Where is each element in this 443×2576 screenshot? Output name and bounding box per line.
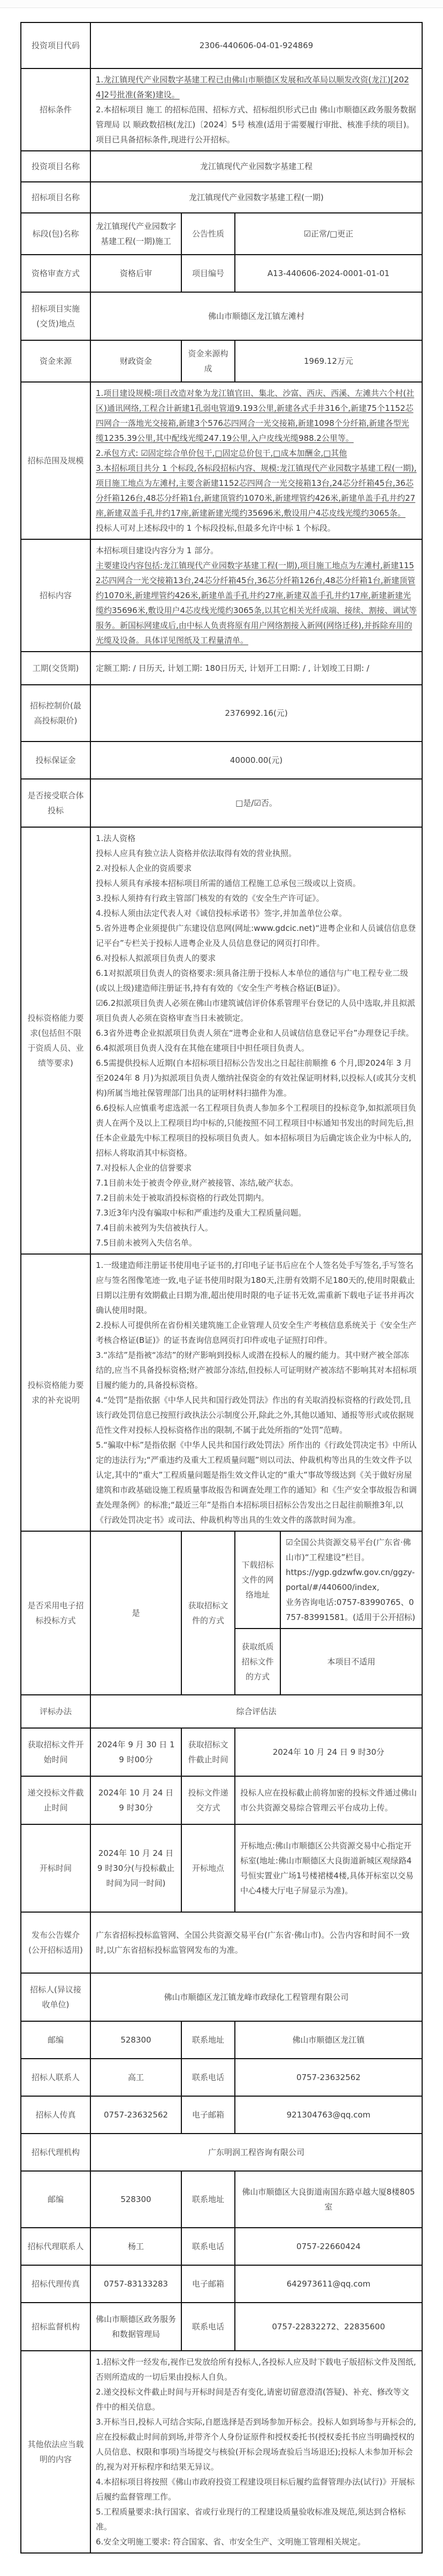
doc-start-time-value: 2024年 9 月 30 日 19 时00分 (90, 1728, 181, 1776)
paragraph: 2.投标人可提供所在省份相关建筑施工企业管理人员安全生产考核信息系统关于《安全生产考核合格证(B证)》的证书查询信息网页打印件或电子证照打印件。 (95, 1320, 417, 1345)
paragraph: 投标人应具有独立法人资格并依法取得有效的营业执照。 (95, 849, 296, 858)
row-tenderer (21, 1973, 422, 2021)
consortium-value: □是/☑否。 (90, 779, 422, 827)
paragraph: 3.投标人须持有行政主管部门核发的有效的《安全生产许可证》。 (95, 893, 324, 903)
label-open-place: 开标地点 (181, 1824, 235, 1912)
paragraph: 2.承包方式: ☑固定综合单价包干,□固定总价包干,□成本加酬金,□其他 (95, 448, 347, 458)
agency-address-value: 佛山市顺德区大良街道南国东路卓越大厦8楼805室 (235, 2171, 422, 2228)
row-evaluation (21, 1695, 422, 1728)
e-bidding-value: 是 (90, 1531, 181, 1695)
row-control-price (21, 685, 422, 742)
label-tenderer: 招标人(异议接收单位) (21, 1973, 90, 2021)
location-value: 佛山市顺德区龙江镇左滩村 (90, 292, 422, 340)
row-tender-conditions (21, 68, 422, 151)
paragraph: 2.本招标项目 施工 的招标范围、招标方式、招标组织形式已由 佛山市顺德区政务服务数据管理局 以 顺政数招核(龙江)〔2024〕5号 核准(适用于需要履行审批、核准手续的项目)。项目已具备招标条件,现进行公开招标。 (95, 105, 416, 144)
agency-email-value: 642973611@qq.com (235, 2265, 422, 2303)
label-tenderer-address: 联系地址 (181, 2021, 235, 2059)
paragraph: 1.招标文件一经发布,视作已发放给所有投标人,各投标人应及时下载电子版招标文件及图纸,否则所造成的一切后果由投标人自负。 (95, 2357, 416, 2382)
others-value (90, 2351, 422, 2553)
notice-nature-value: ☑正常/□更正 (235, 213, 422, 255)
row-location (21, 292, 422, 340)
tenderer-value: 佛山市顺德区龙江镇龙峰市政绿化工程管理有限公司 (90, 1973, 422, 2021)
label-tender-content: 招标内容 (21, 539, 90, 652)
paragraph: https://ygp.gdzwfw.gov.cn/ggzy-portal/#/440600/index, (285, 1568, 415, 1592)
evaluation-value: 综合评估法 (90, 1695, 422, 1728)
label-project-number: 项目编号 (181, 255, 235, 292)
supervisor-value: 佛山市顺德区政务服务和数据管理局 (90, 2303, 181, 2351)
paragraph: 1.龙江镇现代产业园数字基建工程已由佛山市顺德区发展和改革局以顺发改资(龙江)[2024]2号批准(备案)建设。 (95, 75, 409, 100)
label-submit-deadline: 递交投标文件截止时间 (21, 1776, 90, 1824)
row-tenderer-fax (21, 2096, 422, 2134)
bid-bond-value: 40000.00(元) (90, 742, 422, 779)
paragraph: 5.省外进粤企业须提供广东建设信息网(网址:www.gdcic.net)“进粤企业和人员诚信信息登记平台”专栏关于投标人进粤企业及人员信息登记的网页打印件。 (95, 923, 416, 948)
paragraph: 6.4拟派项目负责人没有在其他在建项目中担任项目负责人。 (95, 1043, 309, 1053)
label-supervisor-phone: 联系电话 (181, 2303, 235, 2351)
label-control-price: 招标控制价(最高投标限价) (21, 685, 90, 742)
label-consortium: 是否接受联合体投标 (21, 779, 90, 827)
tender-info-table (20, 22, 423, 2554)
paragraph: 1.法人资格 (95, 834, 136, 843)
label-submit-method: 投标文件递交方式 (181, 1776, 235, 1824)
label-tenderer-email: 电子邮箱 (181, 2096, 235, 2134)
row-doc-times (21, 1728, 422, 1776)
label-bid-bond: 投标保证金 (21, 742, 90, 779)
qualification-review-value: 资格后审 (90, 255, 181, 292)
tenderer-phone-value: 0757-23632562 (235, 2059, 422, 2096)
row-section-name (21, 213, 422, 255)
label-section-name: 标段(包)名称 (21, 213, 90, 255)
paragraph: 7.1目前未处于被责令停业,财产被接管、冻结,破产状态。 (95, 1178, 299, 1188)
row-e-bidding (21, 1531, 422, 1629)
label-obtain-method: 获取招标文件的方式 (181, 1531, 235, 1695)
row-consortium (21, 779, 422, 827)
project-number-value: A13-440606-2024-0001-01-01 (235, 255, 422, 292)
label-location: 招标项目实施(交货)地点 (21, 292, 90, 340)
download-address-value (280, 1531, 422, 1629)
row-funding (21, 340, 422, 382)
paragraph: 6.5需提供投标人近期(自本招标项目招标公告发出之日起往前顺推 6 个月,即2024年 3 月至2024年 8 月)为拟派项目负责人缴纳社保资金的有效社保证明材料,以投标人(或其分支机构)所属当地社保管理部门出具的证明材料扫描件为准。 (95, 1058, 416, 1098)
label-supervisor: 招标监督机构 (21, 2303, 90, 2351)
label-media: 发布公告媒介(公开招标适用) (21, 1912, 90, 1973)
label-tenderer-fax: 招标人传真 (21, 2096, 90, 2134)
paragraph: 1.一级建造师注册证书使用电子证书的,打印电子证书后应在个人签名处手写签名,手写签名应与签名图像笔迹一致,电子证书使用时限为180天,注册有效期不足180天的,使用时限截止日期以注册有效期截止日期为准,超出使用时限的电子证书无效,需重新下载电子证书并再次确认使用时限。 (95, 1260, 415, 1315)
tenderer-email-value: 921304763@qq.com (235, 2096, 422, 2134)
duration-value: 定额工期: / 日历天, 计划工期: 180日历天, 计划开工日期: / , 计划竣工日期: / (90, 652, 422, 685)
control-price-value: 2376992.16(元) (90, 685, 422, 742)
doc-end-time-value: 2024年 10 月 24 日 9 时30分 (235, 1728, 422, 1776)
paragraph: 6.6投标人应慎重考虑选派一名工程项目负责人参加多个工程项目的投标竞争,如拟派项目负责人在两个及以上工程项目均中标的,只能按照不同工程项目中标通知书发出的时间先后,担任本企业最先中标工程项目的投标项目负责人。如本招标项目为后确定该企业为中标人的,招标人将取消其中标资格。 (95, 1103, 416, 1158)
tenderer-fax-value: 0757-23632562 (90, 2096, 181, 2134)
paragraph: 4.投标人须由法定代表人对《诚信投标承诺书》签字,并加盖单位公章。 (95, 908, 347, 918)
paragraph: 投标人可对上述标段中的 1 个标段投标,但最多允许中标 1 个标段。 (95, 523, 335, 533)
paragraph: 3.“冻结”是指被“冻结”的财产影响到投标人或潜在投标人的履约能力。其中财产被全部冻结的,应当不具备投标资格;财产被部分冻结,但投标人可证明财产被冻结不影响其对本招标项目履约能力的,具备投标资格。 (95, 1350, 417, 1390)
label-notice-nature: 公告性质 (181, 213, 235, 255)
label-duration: 工期(交货期) (21, 652, 90, 685)
funding-composition-value: 1969.12万元 (235, 340, 422, 382)
paragraph: 5.工程质量要求:执行国家、省或行业现行的工程建设质量验收标准及规范,须达到合格标准。 (95, 2507, 406, 2532)
label-tenderer-phone: 联系电话 (181, 2059, 235, 2096)
label-others: 其他依法应当载明的内容 (21, 2351, 90, 2553)
media-value: 广东省招标投标监管网、全国公共资源交易平台(广东省·佛山市)。公告内容和时间不一致时,以广东省招标投标监管网发布的为准。 (90, 1912, 422, 1973)
scope-value (90, 382, 422, 539)
paragraph: 7.2目前未处于被取消投标资格的行政处罚期内。 (95, 1193, 269, 1203)
qualification-supplement-value (90, 1254, 422, 1531)
row-tenderer-postcode (21, 2021, 422, 2059)
agency-phone-value: 0757-22660424 (235, 2228, 422, 2265)
label-qualification-supplement: 投标资格能力要求的补充说明 (21, 1254, 90, 1531)
row-agency-contact (21, 2228, 422, 2265)
label-evaluation: 评标办法 (21, 1695, 90, 1728)
row-agency-postcode (21, 2171, 422, 2228)
submit-method-value: 投标人应在投标截止前将加密的投标文件通过佛山市公共资源交易综合管理云平台成功上传。 (235, 1776, 422, 1824)
agency-contact-value: 杨工 (90, 2228, 181, 2265)
funding-source-value: 财政资金 (90, 340, 181, 382)
label-funding-source: 资金来源 (21, 340, 90, 382)
row-tenderer-contact (21, 2059, 422, 2096)
label-scope: 招标范围及规模 (21, 382, 90, 539)
open-time-value: 2024年 10 月 24 日 9 时30分(与投标截止时间为同一时间) (90, 1824, 181, 1912)
paragraph: 3.本招标项目共分 1 个标段,各标段招标内容、规模:龙江镇现代产业园数字基建工程(一期),项目施工地点为左滩村,主要含新建1152芯四网合一光交接箱13台,24芯分纤箱45台,36芯分纤箱126台,48芯分纤箱1台,新建顶管约1070米,新建埋管约426米,新建单盖手孔井约27座,新建双盖手孔井约17座,新建新建光缆约35696米,敷设用户4芯皮线光缆约3065条。 (95, 463, 417, 518)
paragraph: 7.对投标人企业的信誉要求 (95, 1163, 192, 1173)
label-agency-address: 联系地址 (181, 2171, 235, 2228)
paper-method-value: 本项目不适用 (280, 1629, 422, 1695)
tender-content-value (90, 539, 422, 652)
row-supervisor (21, 2303, 422, 2351)
paragraph: ☑全国公共资源交易平台(广东省·佛山市)“工程建设”栏目。 (285, 1538, 411, 1562)
label-tenderer-postcode: 邮编 (21, 2021, 90, 2059)
agency-fax-value: 0757-83133283 (90, 2265, 181, 2303)
investment-project-name-value: 龙江镇现代产业园数字基建工程 (90, 151, 422, 182)
row-agency (21, 2134, 422, 2171)
row-duration (21, 652, 422, 685)
paragraph: 7.3近3年内没有骗取中标和严重违约及重大工程质量问题。 (95, 1208, 307, 1218)
row-project-code (21, 22, 422, 68)
open-place-value: 开标地点:佛山市顺德区公共资源交易中心指定开标室(地址:佛山市顺德区大良街道新城区观绿路4号恒实置业广场1号楼裙楼4楼,具体开标室以交易中心4楼大厅电子屏显示为准)。 (235, 1824, 422, 1912)
label-doc-end-time: 获取招标文件截止时间 (181, 1728, 235, 1776)
supervisor-phone-value: 0757-22832272、22835600 (235, 2303, 422, 2351)
row-investment-project-name (21, 151, 422, 182)
tender-conditions-value (90, 68, 422, 151)
paragraph: 6.安全文明施工要求: 符合国家、省、市安全生产、文明施工管理相关规定。 (95, 2537, 366, 2547)
paragraph: 2.对投标人企业的资质要求 (95, 863, 192, 873)
paragraph: 4.本招标项目将按照《佛山市政府投资工程建设项目标后履约监督管理办法(试行)》开展标后履约监督管理工作。 (95, 2477, 415, 2502)
label-tender-conditions: 招标条件 (21, 68, 90, 151)
paragraph: 5.“骗取中标”是指依据《中华人民共和国行政处罚法》所作出的《行政处罚决定书》中所认定的违法行为;“严重违约及重大工程质量问题”则以司法、仲裁机构等出具的生效文件予以认定,其中的“重大”工程质量问题是指生效文件认定的“重大”事故等级达到《关于做好房屋建筑和市政基础设施工程质量事故报告和调查处理工作的通知》和《生产安全事故报告和调查处理条例》的标准;“最近三年”是指自本招标项目招标公告发出之日起往前顺推3年,以《行政处罚决定书》或司法、仲裁机构等出具的生效文件的落款时间为准。 (95, 1440, 417, 1525)
row-tender-project-name (21, 182, 422, 213)
section-name-value: 龙江镇现代产业园数字基建工程(一期)施工 (90, 213, 181, 255)
agency-postcode-value: 528300 (90, 2171, 181, 2228)
row-agency-fax (21, 2265, 422, 2303)
label-download-address: 下载招标文件的网络地址 (235, 1531, 280, 1629)
qualification-req-value (90, 827, 422, 1254)
label-qualification-review: 资格审查方式 (21, 255, 90, 292)
label-funding-composition: 资金来源构成 (181, 340, 235, 382)
row-bid-bond (21, 742, 422, 779)
tenderer-address-value: 佛山市顺德区龙江镇 (235, 2021, 422, 2059)
label-doc-start-time: 获取招标文件开始时间 (21, 1728, 90, 1776)
label-open-time: 开标时间 (21, 1824, 90, 1912)
row-qualification-review (21, 255, 422, 292)
row-submit-deadline (21, 1776, 422, 1824)
project-code-value: 2306-440606-04-01-924869 (90, 22, 422, 68)
row-tender-content (21, 539, 422, 652)
label-tender-project-name: 招标项目名称 (21, 182, 90, 213)
row-qualification-supplement (21, 1254, 422, 1531)
label-agency: 招标代理机构 (21, 2134, 90, 2171)
row-media (21, 1912, 422, 1973)
paragraph: 7.5目前未被列入失信名单。 (95, 1238, 197, 1248)
paragraph: 4.“处罚”是指依据《中华人民共和国行政处罚法》作出的有关取消投标资格的行政处罚,且该行政处罚信息已按照行政执法公示制度公开,除此之外,其他以通知、通报等形式或依据规范性文件对投标人投标资格作出的限制,不属于此处所指的“处罚”范畴。 (95, 1395, 414, 1435)
label-paper-method: 获取纸质招标文件的方式 (235, 1629, 280, 1695)
tenderer-postcode-value: 528300 (90, 2021, 181, 2059)
row-others (21, 2351, 422, 2553)
paragraph: 2.递交投标文件截止时间与开标时间是否有变化,请密切留意澄清(答疑)、补充、修改等文件中的相关信息。 (95, 2387, 409, 2412)
paragraph: 1.项目建设规模:项目改造对象为龙江镇官田、集北、沙富、西庆、西溪、左滩共六个村(社区)通讯网络,工程合计新建1孔弱电管道9.193公里,新建各式手井316个,新建75个1152芯四网合一落地光交接箱,新建3个576芯四网合一光交接箱,新建1098个分纤箱,新建各型光缆1235.39公里,其中配线光缆247.19公里,入户皮线光缆988.2公里等。 (95, 388, 415, 443)
row-scope (21, 382, 422, 539)
label-agency-contact: 招标代理联系人 (21, 2228, 90, 2265)
label-agency-email: 电子邮箱 (181, 2265, 235, 2303)
label-tenderer-contact: 招标人联系人 (21, 2059, 90, 2096)
label-project-code: 投资项目代码 (21, 22, 90, 68)
label-qualification-req: 投标资格能力要求(包括但不限于资质人员、业绩等要求) (21, 827, 90, 1254)
paragraph: 业务咨询电话:0757-83990765、0757-83991581。(适用于公开招标) (285, 1597, 416, 1622)
label-agency-postcode: 邮编 (21, 2171, 90, 2228)
label-agency-fax: 招标代理传真 (21, 2265, 90, 2303)
paragraph: 主要建设内容包括:龙江镇现代产业园数字基建工程(一期),项目施工地点为左滩村,新建1152芯四网合一光交接箱13台,24芯分纤箱45台,36芯分纤箱126台,48芯分纤箱1台,新建顶管约1070米,新建埋管约426米,新建单盖手孔井约27座,新建双盖手孔井约17座,新建新建光缆约35696米,敷设用户4芯皮线光缆约3065条,以其它相关光纤成端、接续、割接、调试等服务。新国标网建成后,由中标人负责将原有用户网络割接入新网(网络迁移),并拆除弃用的光缆及设备。具体详见图纸及工程量清单。 (95, 561, 417, 645)
paragraph: 7.4目前未被列为失信被执行人。 (95, 1223, 213, 1233)
paragraph: 6.3省外进粤企业拟派项目负责人须在“进粤企业和人员诚信信息登记平台”办理登记手续。 (95, 1028, 414, 1038)
label-investment-project-name: 投资项目名称 (21, 151, 90, 182)
tender-project-name-value: 龙江镇现代产业园数字基建工程(一期) (90, 182, 422, 213)
submit-deadline-value: 2024年 10 月 24 日 9 时30分 (90, 1776, 181, 1824)
label-e-bidding: 是否采用电子招标投标方式 (21, 1531, 90, 1695)
tenderer-contact-value: 高工 (90, 2059, 181, 2096)
row-qualification-req (21, 827, 422, 1254)
paragraph: 6.1对拟派项目负责人的资格要求:须具备注册于投标人本单位的通信与广电工程专业二级(或以上级)建造师注册证书,持有有效的《安全生产考核合格证(B证)》。 (95, 968, 408, 993)
label-agency-phone: 联系电话 (181, 2228, 235, 2265)
page-top-divider (0, 0, 443, 8)
row-open-time (21, 1824, 422, 1912)
agency-value: 广东明润工程咨询有限公司 (90, 2134, 422, 2171)
paragraph: ☑6.2拟派项目负责人必须在佛山市建筑诚信评价体系管理平台登记的人员中选取,并且拟派项目负责人必须在资格审查当日未被锁定。 (95, 998, 416, 1023)
paragraph: 3.开标当日,投标人可结合实际,自愿选择是否到场参加开标会。投标人如到场参与开标会的,应在投标截止时间前到场,并带齐个人身份证原件和授权委托书(授权委托书应当明确授权的人员信息、权限和事项)当场提交与核验(开标会现场查验后当场退还);投标人未参加开标会的,视为对开标程序和结果无异议。 (95, 2417, 416, 2472)
paragraph: 本招标项目建设内容分为 1 部分。 (95, 546, 219, 555)
paragraph: 投标人须具有承接本招标项目所需的通信工程施工总承包三级或以上资质。 (95, 878, 361, 888)
paragraph: 6.对投标人拟派项目负责人的要求 (95, 953, 216, 963)
